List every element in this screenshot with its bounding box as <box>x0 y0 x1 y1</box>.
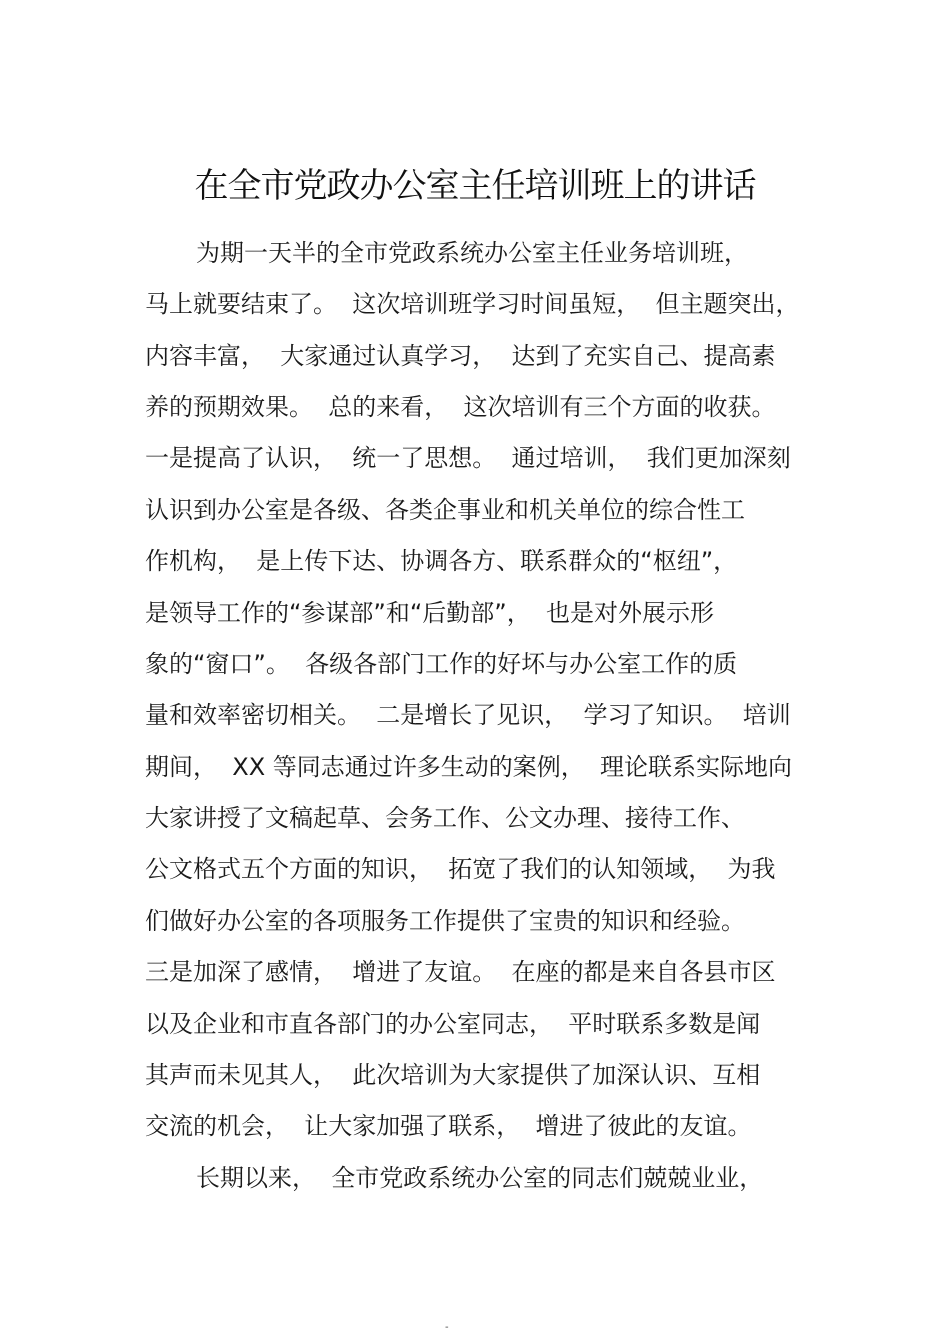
paragraph-line: 养的预期效果。 总的来看， 这次培训有三个方面的收获。 <box>145 393 776 421</box>
paragraph-line: 三是加深了感情， 增进了友谊。 在座的都是来自各县市区 <box>145 958 776 986</box>
paragraph-line: 公文格式五个方面的知识， 拓宽了我们的认知领域， 为我 <box>145 855 776 883</box>
paragraph-line: 马上就要结束了。 这次培训班学习时间虽短， 但主题突出， <box>145 290 800 318</box>
paragraph-line: 为期一天半的全市党政系统办公室主任业务培训班， <box>196 239 748 267</box>
paragraph-line: 作机构， 是上传下达、协调各方、联系群众的“枢纽”， <box>145 547 738 575</box>
document-title: 在全市党政办公室主任培训班上的讲话 <box>194 166 756 206</box>
paragraph-line: 认识到办公室是各级、各类企事业和机关单位的综合性工 <box>145 496 745 524</box>
paragraph-line: 一是提高了认识， 统一了思想。 通过培训， 我们更加深刻 <box>145 444 791 472</box>
paragraph-line: 期间， XX 等同志通过许多生动的案例， 理论联系实际地向 <box>145 753 793 781</box>
paragraph-line: 大家讲授了文稿起草、会务工作、公文办理、接待工作、 <box>145 804 745 832</box>
paragraph-line: 量和效率密切相关。 二是增长了见识， 学习了知识。 培训 <box>145 701 791 729</box>
paragraph-line: 是领导工作的“参谋部”和“后勤部”， 也是对外展示形 <box>145 599 714 627</box>
paragraph-line: 象的“窗口”。 各级各部门工作的好坏与办公室工作的质 <box>145 650 738 678</box>
paragraph-line: 内容丰富， 大家通过认真学习， 达到了充实自己、提高素 <box>145 342 776 370</box>
paragraph-line: 其声而未见其人， 此次培训为大家提供了加深认识、互相 <box>145 1061 761 1089</box>
paragraph-line: 们做好办公室的各项服务工作提供了宝贵的知识和经验。 <box>145 907 745 935</box>
paragraph-line: 以及企业和市直各部门的办公室同志， 平时联系多数是闻 <box>145 1010 761 1038</box>
page-footer-mark: - <box>445 1322 449 1333</box>
paragraph-line: 长期以来， 全市党政系统办公室的同志们兢兢业业， <box>196 1164 764 1192</box>
paragraph-line: 交流的机会， 让大家加强了联系， 增进了彼此的友谊。 <box>145 1112 752 1140</box>
